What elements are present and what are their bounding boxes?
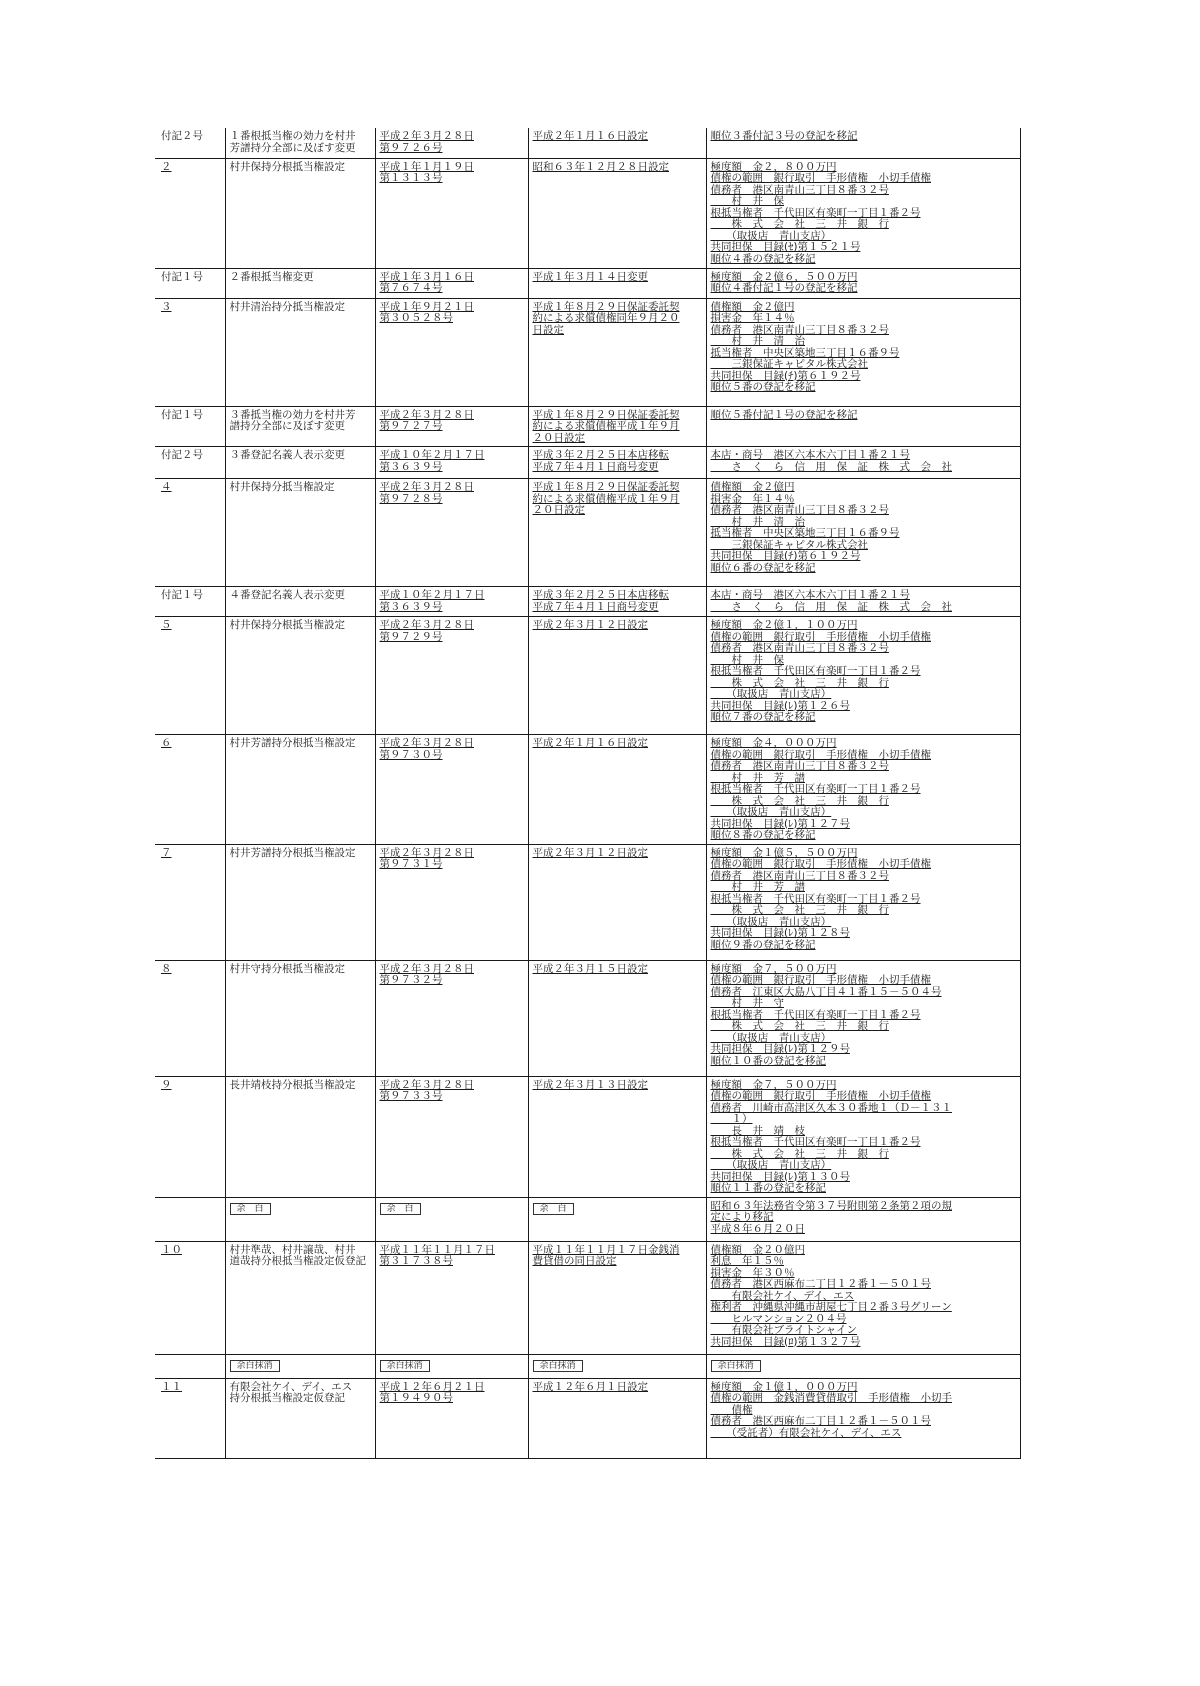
registration-cause-line: 平成１年８月２９日保証委託契 [532,300,680,313]
entry-number-cell [155,960,225,1076]
registry-row [155,617,1020,735]
receipt-date-number-line: 平成２年３月２８日 [379,408,474,421]
rights-holder-details-line: 村 井 清 治 [710,335,805,347]
registration-cause-cell [528,617,706,735]
receipt-date-number-line: 第９７２９号 [379,630,443,643]
registration-cause-cell [528,447,706,479]
rights-holder-details-line: 極度額 金２億６，５００万円 [710,270,858,283]
receipt-date-number-line: 平成２年３月２８日 [379,962,474,975]
entry-number-cell [155,1197,225,1241]
rights-holder-details-line: 極度額 金７，５００万円 [710,962,837,975]
receipt-date-number-line: 第７６７４号 [379,282,443,294]
rights-holder-details-line: 共同担保 目録(ﾚ)第１２７号 [710,817,850,830]
receipt-date-number-cell [375,479,528,587]
registration-purpose-cell [225,479,375,587]
receipt-date-number-cell [375,1076,528,1197]
rights-holder-details-line: 村 井 清 治 [710,515,805,528]
rights-holder-details-line: 共同担保 目録(ﾚ)第１２６号 [710,699,850,712]
rights-holder-details-line: 本店・商号 港区六本木六丁目１番２１号 [710,589,910,601]
rights-holder-details-line: 共同担保 目録(ｾ)第１５２１号 [710,241,861,253]
rights-holder-details-line: （受託者）有限会社ケイ、デイ、エス [710,1426,902,1439]
rights-holder-details-line: 抵当権者 中央区築地三丁目１６番９号 [710,527,900,539]
rights-holder-details-line: 債権の範囲 銀行取引 手形債権 小切手債権 [710,974,931,986]
rights-holder-details-line: 三銀保証キャピタル株式会社 [710,538,868,551]
receipt-date-number-line: 第１３１３号 [379,172,443,184]
rights-holder-details-cell [706,617,1020,735]
registration-purpose-line: ３番抵当権の効力を村井芳 [229,408,356,421]
rights-holder-details-cell [706,1354,1020,1378]
rights-holder-details-line: 債務者 港区南青山三丁目８番３２号 [710,760,889,772]
registry-row [155,587,1020,617]
registration-purpose-cell [225,1354,375,1378]
receipt-date-number-line: 平成２年３月２８日 [379,846,474,859]
rights-holder-details-line: 有限会社ブライトシャイン [710,1324,857,1336]
registration-purpose-line: １番根抵当権の効力を村井 [229,130,356,142]
registry-row [155,735,1020,845]
receipt-date-number-cell [375,1241,528,1354]
registration-purpose-cell [225,735,375,845]
receipt-date-number-cell [375,406,528,447]
registration-cause-line: 平成３年２月２５日本店移転 [532,449,669,461]
rights-holder-details-line: 株 式 会 社 三 井 銀 行 [710,218,889,230]
registration-purpose-cell [225,960,375,1076]
registration-purpose-cell [225,158,375,268]
registration-cause-line: 平成７年４月１日商号変更 [532,600,659,613]
registration-cause-line: 平成２年３月１２日設定 [532,846,648,859]
blank-stamp: 余白抹消 [711,1360,761,1372]
rights-holder-details-line: 共同担保 目録(ﾚ)第１３０号 [710,1170,850,1183]
registration-cause-line: 約による求償債権平成１年９月 [532,420,680,432]
rights-holder-details-line: 順位１１番の登記を移記 [710,1182,826,1194]
registration-cause-line: 平成１年８月２９日保証委託契 [532,481,680,493]
registration-cause-line: 費貸借の同日設定 [532,1255,617,1267]
blank-stamp: 余白抹消 [230,1360,280,1372]
registry-row [155,406,1020,447]
receipt-date-number-line: 平成１１年１１月１７日 [379,1243,495,1256]
rights-holder-details-line: 損害金 年１４％ [710,312,795,324]
rights-holder-details-cell [706,158,1020,268]
registration-cause-cell [528,844,706,960]
rights-holder-details-line: 債権の範囲 銀行取引 手形債権 小切手債権 [710,172,931,184]
receipt-date-number-line: 平成１年１月１９日 [379,160,474,173]
rights-holder-details-cell [706,298,1020,406]
entry-number: ９ [161,1078,172,1091]
receipt-date-number-line: 平成１２年６月２１日 [379,1380,485,1393]
registration-purpose-line: 長井靖枝持分根抵当権設定 [229,1078,356,1091]
rights-holder-details-line: 順位６番の登記を移記 [710,561,816,574]
rights-holder-details-line: 順位９番の登記を移記 [710,938,816,951]
rights-holder-details-line: 三銀保証キャピタル株式会社 [710,358,868,370]
rights-holder-details-cell [706,128,1020,158]
registration-cause-cell [528,406,706,447]
receipt-date-number-line: 第９７３３号 [379,1090,443,1102]
registration-purpose-cell [225,447,375,479]
rights-holder-details-line: 株 式 会 社 三 井 銀 行 [710,794,889,807]
rights-holder-details-line: 株 式 会 社 三 井 銀 行 [710,904,889,916]
registration-cause-line: 日設定 [532,323,564,336]
rights-holder-details-line: （取扱店 青山支店） [710,915,832,928]
rights-holder-details-cell [706,406,1020,447]
registration-cause-line: 約による求償債権同年９月２０ [532,312,680,324]
receipt-date-number-line: 平成１０年２月１７日 [379,449,485,461]
registry-row [155,479,1020,587]
entry-number: ４ [161,481,172,493]
rights-holder-details-line: 順位４番の登記を移記 [710,252,816,265]
entry-number-cell [155,268,225,298]
entry-number-cell [155,735,225,845]
rights-holder-details-line: 債務者 港区西麻布二丁目１２番１－５０１号 [710,1278,931,1290]
entry-number-cell [155,1354,225,1378]
registration-purpose-line: 譜持分全部に及ぼす変更 [229,420,345,432]
rights-holder-details-line: 極度額 金７，５００万円 [710,1078,837,1091]
entry-number: ７ [161,846,172,859]
rights-holder-details-line: 本店・商号 港区六本木六丁目１番２１号 [710,449,910,461]
entry-number-cell [155,1241,225,1354]
registration-purpose-cell [225,844,375,960]
receipt-date-number-line: 第９７２６号 [379,141,443,154]
rights-holder-details-line: 順位５番付記１号の登記を移記 [710,408,858,421]
receipt-date-number-cell [375,617,528,735]
rights-holder-details-cell [706,735,1020,845]
rights-holder-details-line: 村 井 芳 譜 [710,881,805,893]
rights-holder-details-line: 債務者 港区南青山三丁目８番３２号 [710,504,889,516]
rights-holder-details-cell [706,844,1020,960]
rights-holder-details-line: 権利者 沖縄県沖縄市胡屋七丁目２番３号グリーン [710,1301,952,1313]
rights-holder-details-line: 平成８年６月２０日 [710,1222,805,1235]
rights-holder-details-line: 根抵当権者 千代田区有楽町一丁目１番２号 [710,206,921,219]
registration-purpose-cell [225,268,375,298]
receipt-date-number-cell [375,960,528,1076]
rights-holder-details-line: 根抵当権者 千代田区有楽町一丁目１番２号 [710,1136,921,1148]
rights-holder-details-line: 株 式 会 社 三 井 銀 行 [710,1020,889,1032]
registry-row [155,447,1020,479]
receipt-date-number-line: 平成１年３月１６日 [379,270,474,283]
registration-purpose-cell [225,298,375,406]
entry-number: 付記２号 [161,449,203,461]
entry-number-cell [155,447,225,479]
registry-row [155,298,1020,406]
rights-holder-details-line: 債務者 港区南青山三丁目８番３２号 [710,869,889,882]
receipt-date-number-line: 第１９４９０号 [379,1392,453,1404]
registration-purpose-line: 村井保持分根抵当権設定 [229,619,345,631]
rights-holder-details-line: 利息 年１５％ [710,1255,784,1267]
rights-holder-details-line: 根抵当権者 千代田区有楽町一丁目１番２号 [710,1008,921,1021]
registration-cause-cell [528,1378,706,1458]
receipt-date-number-line: 第３６３９号 [379,600,443,613]
rights-holder-details-line: 根抵当権者 千代田区有楽町一丁目１番２号 [710,665,921,677]
registration-cause-line: 平成２年３月１５日設定 [532,962,648,975]
registration-cause-line: 平成２年１月１６日設定 [532,737,648,749]
registration-cause-line: 平成３年２月２５日本店移転 [532,589,669,601]
rights-holder-details-cell [706,268,1020,298]
registration-purpose-line: 村井準哉、村井譲哉、村井 [229,1243,356,1256]
registration-purpose-line: ３番登記名義人表示変更 [229,449,345,461]
rights-holder-details-line: 極度額 金１億５，５００万円 [710,846,858,859]
registration-cause-cell [528,1076,706,1197]
registration-purpose-line: 芳譜持分全部に及ぼす変更 [229,141,356,154]
entry-number-cell [155,1378,225,1458]
receipt-date-number-cell [375,158,528,268]
entry-number: 付記１号 [161,589,203,601]
rights-holder-details-line: 村 井 守 [710,997,784,1009]
rights-holder-details-line: 債務者 川崎市高津区久本３０番地１（Ｄ－１３１ [710,1101,952,1114]
rights-holder-details-line: 昭和６３年法務省令第３７号附則第２条第２項の規 [710,1199,952,1212]
registration-cause-line: ２０日設定 [532,504,585,516]
entry-number: １１ [161,1380,182,1393]
entry-number-cell [155,479,225,587]
registration-purpose-line: 村井芳譜持分根抵当権設定 [229,846,356,859]
rights-holder-details-line: 債権の範囲 銀行取引 手形債権 小切手債権 [710,1090,931,1102]
rights-holder-details-cell [706,1241,1020,1354]
registration-cause-cell [528,960,706,1076]
receipt-date-number-line: 第９７２８号 [379,492,443,505]
registration-cause-line: 平成１年３月１４日変更 [532,270,648,283]
rights-holder-details-line: （取扱店 青山支店） [710,688,832,700]
rights-holder-details-line: 有限会社ケイ、デイ、エス [710,1289,855,1302]
registration-cause-line: 平成２年１月１６日設定 [532,130,648,142]
registration-cause-line: 昭和６３年１２月２８日設定 [532,160,669,173]
blank-stamp: 余白抹消 [380,1360,430,1372]
registration-purpose-line: 有限会社ケイ、デイ、エス [229,1380,353,1393]
receipt-date-number-line: 平成２年３月２８日 [379,737,474,749]
rights-holder-details-line: 債権 [710,1403,753,1416]
blank-stamp: 余 白 [533,1203,574,1215]
registry-row [155,128,1020,158]
rights-holder-details-line: 順位３番付記３号の登記を移記 [710,130,858,142]
receipt-date-number-line: 平成２年３月２８日 [379,130,474,142]
rights-holder-details-line: 共同担保 目録(ﾚ)第１２９号 [710,1043,850,1055]
registration-cause-line: 平成１２年６月１日設定 [532,1380,648,1393]
receipt-date-number-line: 第９７２７号 [379,420,443,432]
rights-holder-details-line: （取扱店 青山支店） [710,1031,832,1044]
rights-holder-details-line: 長 井 靖 枝 [710,1124,805,1137]
rights-holder-details-cell [706,960,1020,1076]
rights-holder-details-line: 共同担保 目録(ﾁ)第６１９２号 [710,369,861,382]
registration-purpose-cell [225,1076,375,1197]
rights-holder-details-line: 順位４番付記１号の登記を移記 [710,282,858,294]
registration-cause-cell [528,735,706,845]
rights-holder-details-line: （取扱店 青山支店） [710,1159,832,1171]
rights-holder-details-line: 根抵当権者 千代田区有楽町一丁目１番２号 [710,892,921,905]
receipt-date-number-cell [375,447,528,479]
rights-holder-details-line: 順位８番の登記を移記 [710,829,816,841]
rights-holder-details-cell [706,1378,1020,1458]
receipt-date-number-line: 平成２年３月２８日 [379,481,474,493]
registration-cause-line: ２０日設定 [532,431,585,444]
rights-holder-details-line: １） [710,1113,753,1125]
registration-cause-line: 平成２年３月１２日設定 [532,619,648,631]
rights-holder-details-line: 債務者 港区南青山三丁目８番３２号 [710,323,889,336]
rights-holder-details-line: 村 井 保 [710,653,784,666]
registration-purpose-cell [225,587,375,617]
entry-number-cell [155,617,225,735]
rights-holder-details-cell [706,447,1020,479]
receipt-date-number-cell [375,1354,528,1378]
receipt-date-number-cell [375,298,528,406]
registration-purpose-line: 村井守持分根抵当権設定 [229,962,345,975]
registration-purpose-line: ４番登記名義人表示変更 [229,589,345,601]
receipt-date-number-cell [375,587,528,617]
rights-holder-details-line: 順位５番の登記を移記 [710,381,816,393]
rights-holder-details-line: 債権額 金２億円 [710,300,795,313]
receipt-date-number-line: 平成２年３月２８日 [379,619,474,631]
entry-number: ６ [161,737,172,749]
rights-holder-details-line: 債務者 江東区大島八丁目４１番１５－５０４号 [710,985,942,998]
rights-holder-details-line: 損害金 年３０％ [710,1266,795,1279]
registration-purpose-cell [225,1241,375,1354]
registry-row [155,960,1020,1076]
rights-holder-details-line: 極度額 金２，８００万円 [710,160,837,173]
registration-cause-cell [528,268,706,298]
registration-cause-cell [528,1354,706,1378]
entry-number: 付記１号 [161,270,203,283]
rights-holder-details-line: 株 式 会 社 三 井 銀 行 [710,1147,889,1160]
registry-row [155,1241,1020,1354]
entry-number-cell [155,406,225,447]
registry-body [155,128,1020,1458]
registration-cause-cell [528,1241,706,1354]
entry-number: ３ [161,300,172,313]
registration-purpose-cell [225,617,375,735]
rights-holder-details-line: 株 式 会 社 三 井 銀 行 [710,676,889,689]
rights-holder-details-line: 債権の範囲 銀行取引 手形債権 小切手債権 [710,858,931,870]
entry-number: １０ [161,1243,182,1256]
rights-holder-details-line: 損害金 年１４％ [710,492,795,505]
entry-number-cell [155,587,225,617]
registration-cause-cell [528,158,706,268]
registry-table [155,128,1021,1459]
registration-cause-line: 平成７年４月１日商号変更 [532,460,659,473]
blank-stamp: 余 白 [380,1203,421,1215]
rights-holder-details-line: 極度額 金２億１，１００万円 [710,619,858,631]
registration-cause-line: 平成１年８月２９日保証委託契 [532,408,680,421]
receipt-date-number-line: 第３０５２８号 [379,312,453,324]
rights-holder-details-line: さ く ら 信 用 保 証 株 式 会 社 [710,460,952,473]
registry-row [155,1076,1020,1197]
registration-purpose-line: 村井芳譜持分根抵当権設定 [229,737,356,749]
registration-cause-cell [528,479,706,587]
rights-holder-details-line: 債務者 港区南青山三丁目８番３２号 [710,183,889,196]
rights-holder-details-line: 共同担保 目録(ﾁ)第６１９２号 [710,550,861,562]
receipt-date-number-line: 第９７３０号 [379,748,443,761]
entry-number-cell [155,298,225,406]
receipt-date-number-cell [375,128,528,158]
registration-cause-line: 平成１１年１１月１７日金銭消 [532,1243,680,1256]
rights-holder-details-line: 定により移記 [710,1211,774,1223]
rights-holder-details-cell [706,1197,1020,1241]
receipt-date-number-line: 第９７３１号 [379,858,443,870]
rights-holder-details-line: 債務者 港区西麻布二丁目１２番１－５０１号 [710,1415,931,1427]
registration-purpose-line: 村井清治持分抵当権設定 [229,300,345,313]
receipt-date-number-line: 第３６３９号 [379,460,443,473]
registry-row [155,1378,1020,1458]
registration-purpose-line: 村井保持分根抵当権設定 [229,160,345,173]
rights-holder-details-line: 根抵当権者 千代田区有楽町一丁目１番２号 [710,783,921,795]
receipt-date-number-line: 第３１７３８号 [379,1255,453,1267]
registry-row [155,1354,1020,1378]
rights-holder-details-line: 順位７番の登記を移記 [710,711,816,723]
entry-number: ８ [161,962,172,975]
rights-holder-details-cell [706,1076,1020,1197]
registration-purpose-line: 村井保持分抵当権設定 [229,481,335,493]
rights-holder-details-line: 債権額 金２０億円 [710,1243,805,1256]
registration-purpose-line: ２番根抵当権変更 [229,270,314,283]
registry-row [155,844,1020,960]
rights-holder-details-line: 順位１０番の登記を移記 [710,1054,826,1067]
rights-holder-details-line: 村 井 保 [710,195,784,207]
rights-holder-details-line: （取扱店 青山支店） [710,806,832,818]
rights-holder-details-cell [706,479,1020,587]
registration-purpose-line: 道哉持分根抵当権設定仮登記 [229,1255,366,1267]
entry-number: ５ [161,619,172,631]
registration-cause-line: 約による求償債権平成１年９月 [532,492,680,505]
rights-holder-details-line: 極度額 金１億１，０００万円 [710,1380,858,1393]
registration-purpose-cell [225,1378,375,1458]
registry-row [155,1197,1020,1241]
receipt-date-number-cell [375,268,528,298]
receipt-date-number-cell [375,844,528,960]
rights-holder-details-line: 債権額 金２億円 [710,481,795,493]
rights-holder-details-line: 債務者 港区南青山三丁目８番３２号 [710,642,889,654]
blank-stamp: 余白抹消 [533,1360,583,1372]
rights-holder-details-line: （取扱店 青山支店） [710,229,832,242]
registration-cause-cell [528,128,706,158]
registry-row [155,158,1020,268]
registration-cause-cell [528,1197,706,1241]
entry-number-cell [155,1076,225,1197]
rights-holder-details-line: 共同担保 目録(ﾛ)第１３２７号 [710,1335,861,1348]
receipt-date-number-line: 第９７３２号 [379,974,443,986]
entry-number-cell [155,158,225,268]
registration-purpose-cell [225,406,375,447]
entry-number-cell [155,128,225,158]
receipt-date-number-cell [375,1197,528,1241]
blank-stamp: 余 白 [230,1203,271,1215]
registry-row [155,268,1020,298]
entry-number: ２ [161,160,172,173]
receipt-date-number-line: 平成２年３月２８日 [379,1078,474,1091]
receipt-date-number-line: 平成１０年２月１７日 [379,589,485,601]
rights-holder-details-line: 債権の範囲 銀行取引 手形債権 小切手債権 [710,748,931,761]
rights-holder-details-line: さ く ら 信 用 保 証 株 式 会 社 [710,600,952,613]
rights-holder-details-line: 債権の範囲 金銭消費貸借取引 手形債権 小切手 [710,1392,952,1404]
rights-holder-details-cell [706,587,1020,617]
registration-cause-line: 平成２年３月１３日設定 [532,1078,648,1091]
rights-holder-details-line: 債権の範囲 銀行取引 手形債権 小切手債権 [710,630,931,643]
rights-holder-details-line: ヒルマンション２０４号 [710,1312,847,1325]
rights-holder-details-line: 抵当権者 中央区築地三丁目１６番９号 [710,346,900,359]
registration-purpose-line: 持分根抵当権設定仮登記 [229,1392,345,1404]
registration-cause-cell [528,587,706,617]
entry-number: 付記２号 [161,130,203,142]
entry-number: 付記１号 [161,408,203,421]
registration-purpose-cell [225,128,375,158]
rights-holder-details-line: 共同担保 目録(ﾚ)第１２８号 [710,927,850,939]
registration-purpose-cell [225,1197,375,1241]
registration-cause-cell [528,298,706,406]
receipt-date-number-cell [375,1378,528,1458]
entry-number-cell [155,844,225,960]
rights-holder-details-line: 村 井 芳 譜 [710,771,805,784]
receipt-date-number-cell [375,735,528,845]
receipt-date-number-line: 平成１年９月２１日 [379,300,474,313]
rights-holder-details-line: 極度額 金４，０００万円 [710,737,837,749]
